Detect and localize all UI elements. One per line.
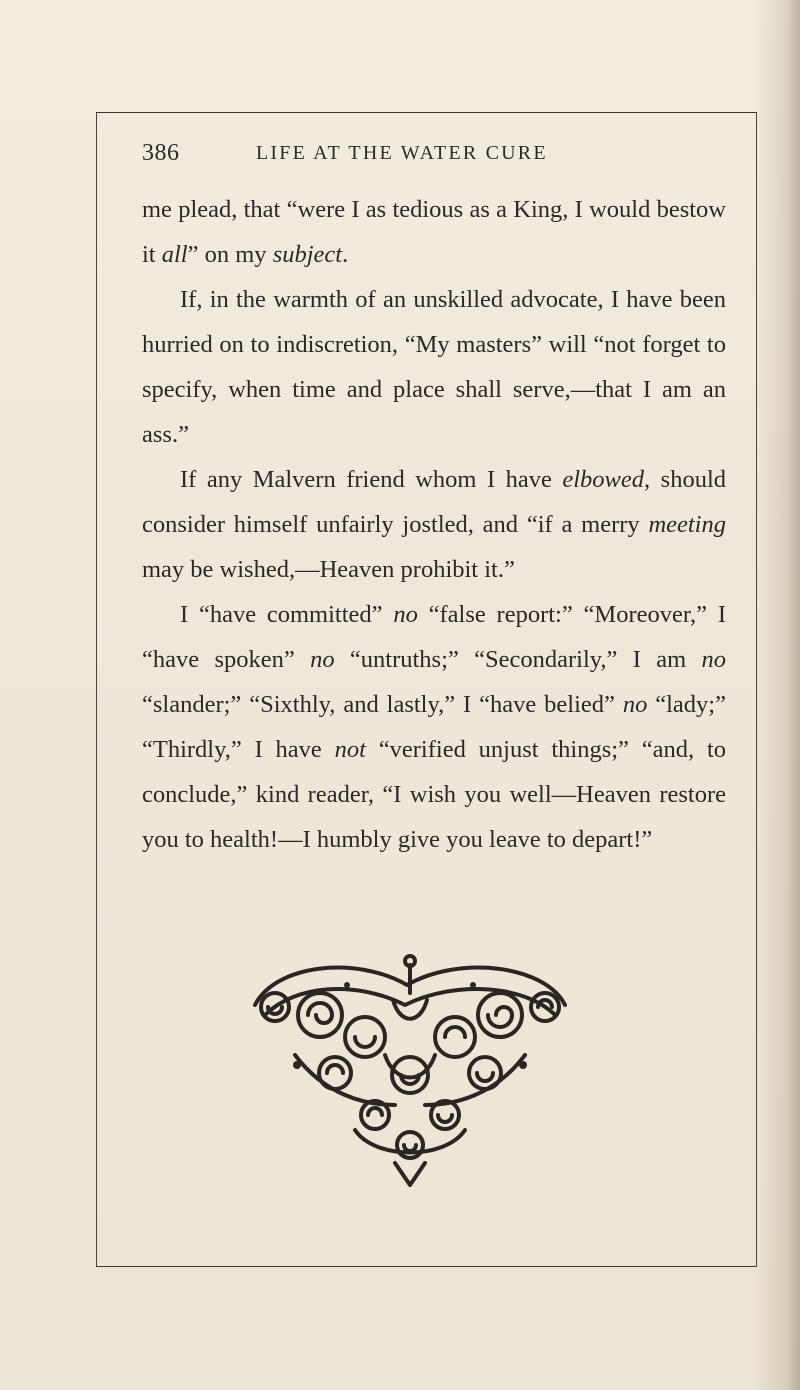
running-head: LIFE AT THE WATER CURE bbox=[256, 142, 548, 164]
frame-rule-top bbox=[96, 112, 756, 113]
italic-run: elbowed bbox=[562, 466, 645, 493]
italic-run: subject bbox=[272, 241, 343, 268]
paragraph-2 bbox=[142, 277, 726, 457]
text-run: I “have committed” bbox=[180, 601, 394, 628]
frame-rule-left bbox=[96, 112, 97, 1267]
page-edge-shadow bbox=[754, 0, 800, 1390]
italic-run: meeting bbox=[648, 511, 726, 538]
body-text bbox=[142, 187, 726, 862]
text-run: If, in the warmth of an unskilled advocate, I have been hurried on to indiscretion, “My masters” will “not forget to specify, when time and place shall serve,—that I am an ass.” bbox=[142, 286, 726, 448]
frame-rule-right bbox=[756, 112, 757, 1267]
text-run: , should consider himself unfairly jostled, and “if a merry bbox=[142, 466, 726, 538]
italic-run: no bbox=[622, 691, 648, 718]
text-run: ” on my bbox=[187, 241, 273, 268]
frame-rule-bottom bbox=[96, 1266, 756, 1267]
text-run: “untruths;” “Secondarily,” I am bbox=[334, 646, 702, 673]
page-number: 386 bbox=[142, 140, 180, 166]
paragraph-1 bbox=[142, 187, 726, 277]
text-run: If any Malvern friend whom I have bbox=[180, 466, 563, 493]
text-run: may be wished,—Heaven prohibit it.” bbox=[142, 556, 515, 583]
text-run: “verified unjust things;” “and, to conclude,” kind reader, “I wish you well—Heaven restore you to health!—I humbly give you leave to depart!” bbox=[142, 736, 726, 853]
italic-run: no bbox=[310, 646, 335, 673]
paragraph-3 bbox=[142, 457, 726, 592]
tailpiece-ornament bbox=[235, 945, 585, 1195]
italic-run: not bbox=[334, 736, 366, 763]
text-run: “slander;” “Sixthly, and lastly,” I “have belied” bbox=[142, 691, 623, 718]
text-run: “false report:” “Moreover,” I “have spoken” bbox=[142, 601, 726, 673]
italic-run: all bbox=[161, 241, 188, 268]
italic-run: no bbox=[701, 646, 726, 673]
text-run: . bbox=[342, 241, 349, 268]
italic-run: no bbox=[393, 601, 418, 628]
text-run: me plead, that “were I as tedious as a King, I would bestow it bbox=[142, 196, 726, 268]
page-header bbox=[142, 140, 742, 180]
text-run: “lady;” “Thirdly,” I have bbox=[142, 691, 726, 763]
paragraph-4 bbox=[142, 592, 726, 862]
